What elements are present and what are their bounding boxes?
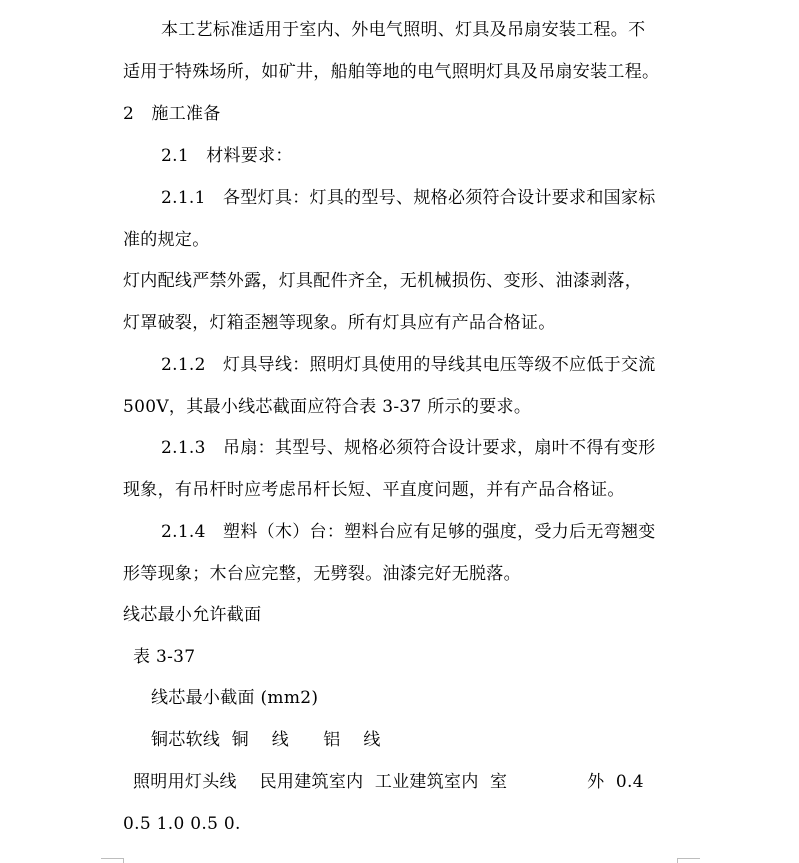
item-2-1-3-line-1: 2.1.3 吊扇：其型号、规格必须符合设计要求，扇叶不得有变形 (161, 438, 656, 458)
table-row-values: 0.5 1.0 0.5 0. (123, 814, 241, 834)
page-margin-corner-mark-left (101, 858, 124, 863)
item-2-1-2-line-1: 2.1.2 灯具导线：照明灯具使用的导线其电压等级不应低于交流 (161, 355, 656, 375)
wiring-paragraph-line-1: 灯内配线严禁外露，灯具配件齐全，无机械损伤、变形、油漆剥落， (123, 271, 642, 291)
table-number: 表 3-37 (133, 647, 196, 667)
table-header-wire-types: 铜芯软线 铜 线 铝 线 (151, 730, 381, 750)
table-row-lamp-lead-wire: 照明用灯头线 民用建筑室内 工业建筑室内 室 外 0.4 (133, 772, 644, 792)
item-2-1-4-line-2: 形等现象；木台应完整，无劈裂。油漆完好无脱落。 (123, 564, 521, 584)
item-2-1-3-line-2: 现象，有吊杆时应考虑吊杆长短、平直度问题，并有产品合格证。 (123, 480, 625, 500)
section-heading-construction-prep: 2 施工准备 (123, 104, 221, 124)
intro-paragraph-line-2: 适用于特殊场所，如矿井，船舶等地的电气照明灯具及吊扇安装工程。 (123, 62, 660, 82)
table-header-min-cross-section: 线芯最小截面 (mm2) (151, 688, 319, 708)
page-margin-corner-mark-right (677, 858, 700, 863)
item-2-1-2-line-2: 500V，其最小线芯截面应符合表 3-37 所示的要求。 (123, 397, 532, 417)
item-2-1-1-line-2: 准的规定。 (123, 230, 210, 250)
item-2-1-4-line-1: 2.1.4 塑料（木）台：塑料台应有足够的强度，受力后无弯翘变 (161, 522, 656, 542)
table-caption: 线芯最小允许截面 (123, 605, 262, 625)
item-2-1-1-line-1: 2.1.1 各型灯具：灯具的型号、规格必须符合设计要求和国家标 (161, 188, 656, 208)
wiring-paragraph-line-2: 灯罩破裂，灯箱歪翘等现象。所有灯具应有产品合格证。 (123, 313, 556, 333)
subsection-heading-material-requirements: 2.1 材料要求： (161, 146, 293, 166)
intro-paragraph-line-1: 本工艺标准适用于室内、外电气照明、灯具及吊扇安装工程。不 (161, 20, 646, 40)
